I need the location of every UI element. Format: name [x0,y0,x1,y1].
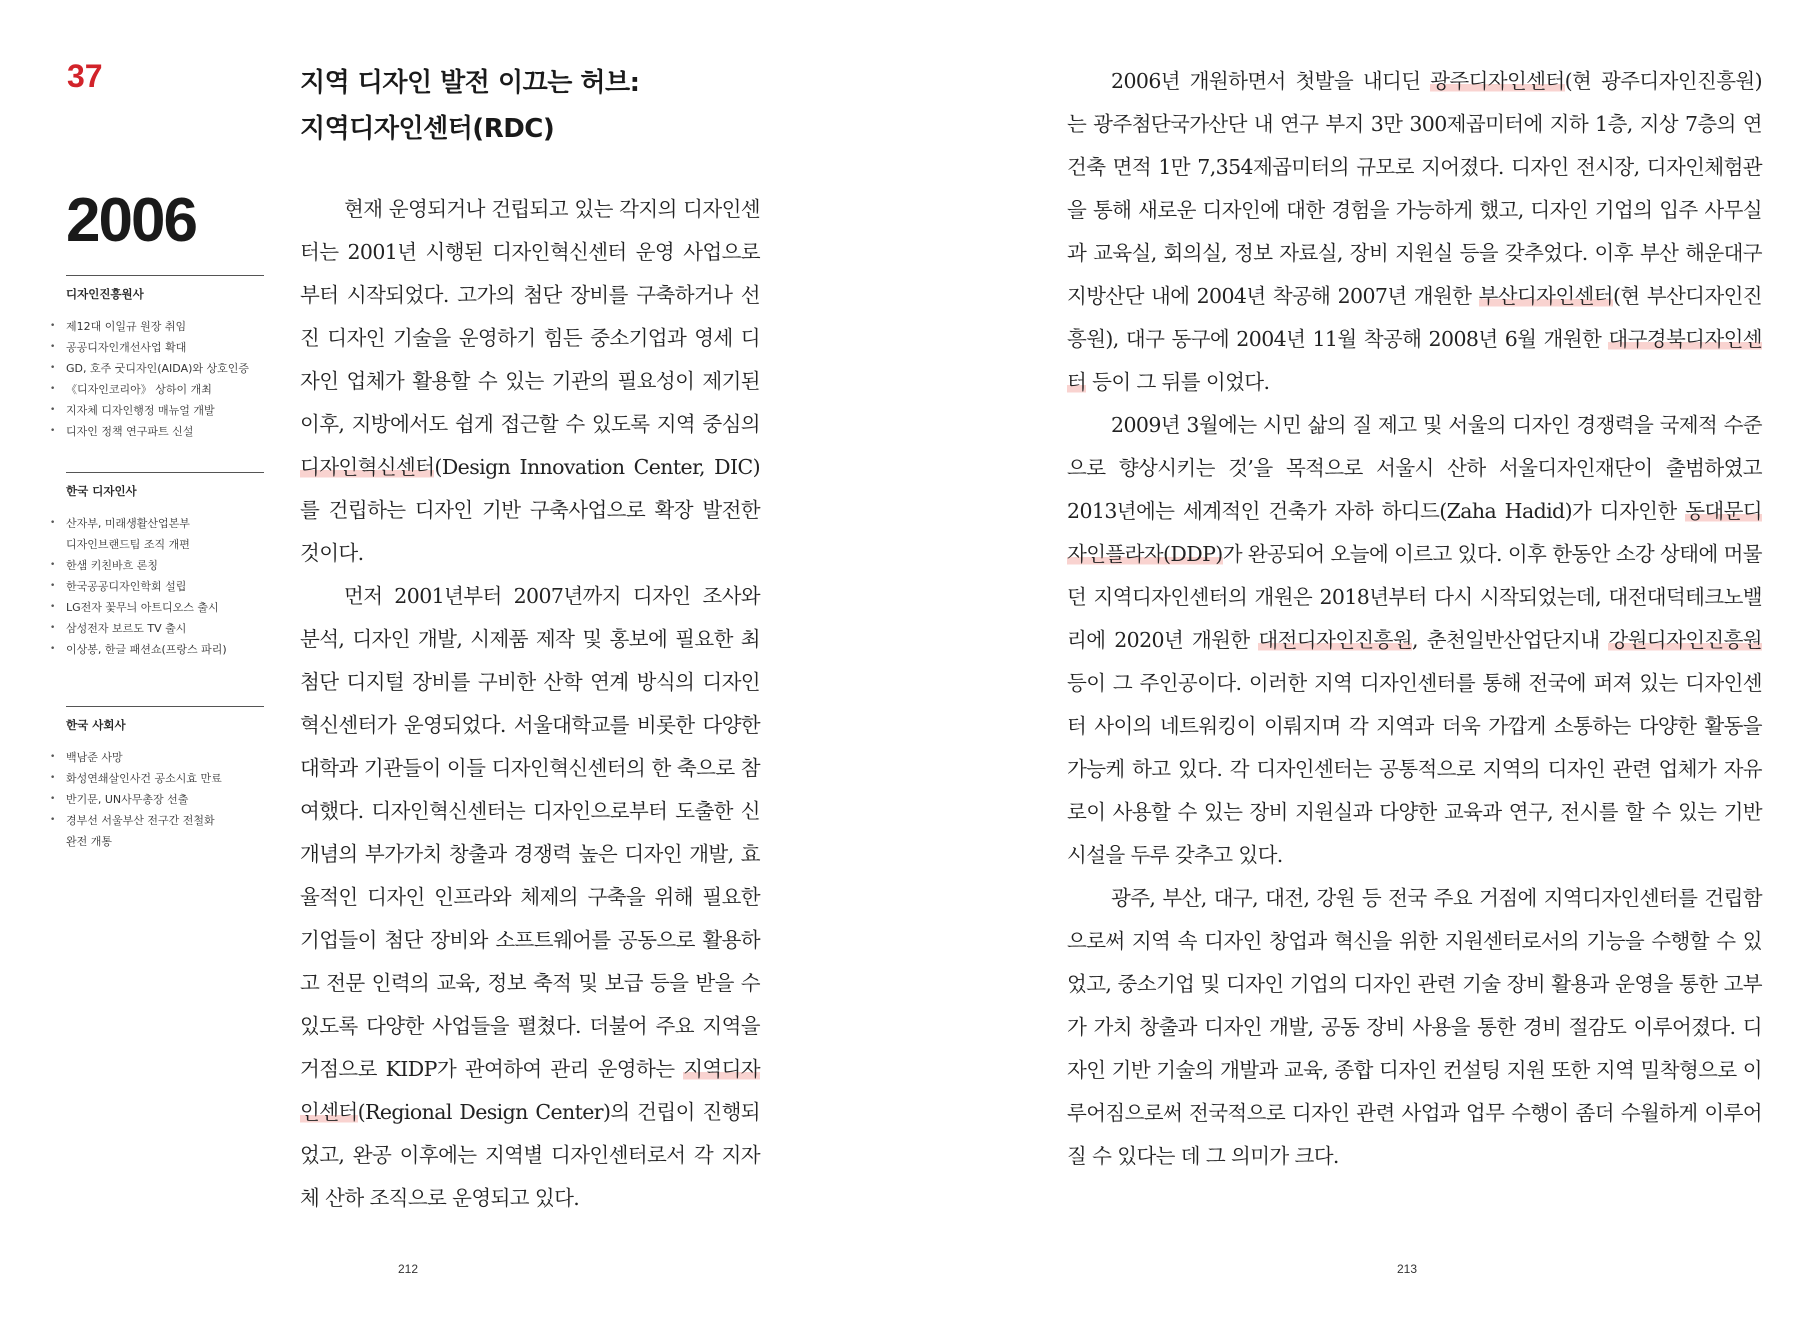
timeline-item-text: • 화성연쇄살인사건 공소시효 만료 [66,772,222,785]
timeline-item-text: • 한국공공디자인학회 설립 [66,580,187,593]
highlighted-term: 지역디자인센터 [300,1057,760,1124]
highlighted-term: 강원디자인진흥원 [1608,628,1763,652]
chapter-title-line1: 지역 디자인 발전 이끄는 허브: [300,68,640,98]
timeline-list [66,747,264,852]
left-page [0,0,900,1326]
year-heading: 2006 [66,186,196,255]
body-text-run: (현 부산디자인진흥원), 대구 동구에 2004년 11월 착공해 2008년 6월 개원한 [1067,284,1762,351]
timeline-item [66,337,264,358]
timeline-item-text: • 지자체 디자인행정 매뉴얼 개발 [66,404,215,417]
body-text-run: 등이 그 뒤를 이었다. [1086,370,1270,394]
timeline-item [66,316,264,337]
timeline-item-text: • 산자부, 미래생활산업본부 [66,517,190,530]
timeline-item [66,576,264,597]
timeline-section-heading: 한국 사회사 [66,718,126,732]
sidebar-section-korea-design [66,472,264,660]
timeline-item-text: • 이상봉, 한글 패션쇼(프랑스 파리) [66,643,227,656]
timeline-list [66,513,264,660]
timeline-item-text: • LG전자 꽃무늬 아트디오스 출시 [66,601,219,614]
highlighted-term: 동대문디자인플라자(DDP) [1067,499,1762,566]
body-paragraph [300,575,760,1220]
right-body-text [1067,60,1762,1178]
timeline-item-text: • 제12대 이일규 원장 취임 [66,320,187,333]
highlighted-term: 대구경북디자인센터 [1067,327,1762,394]
timeline-item [66,379,264,400]
timeline-item-text: 완전 개통 [66,835,113,848]
body-text-run: 먼저 2001년부터 2007년까지 디자인 조사와 분석, 디자인 개발, 시제품 제작 및 홍보에 필요한 최첨단 디지털 장비를 구비한 산학 연계 방식의 디자인혁신센터가 운영되었다. 서울대학교를 비롯한 다양한 대학과 기관들이 이들 디자인혁신센터의 한 축으로 참여했다. 디자인혁신센터는 디자인으로부터 도출한 신개념의 부가가치 창출과 경쟁력 높은 디자인 개발, 효율적인 디자인 인프라와 체제의 구축을 위해 필요한 기업들이 첨단 장비와 소프트웨어를 공동으로 활용하고 전문 인력의 교육, 정보 축적 및 보급 등을 받을 수 있도록 다양한 사업들을 펼쳤다. 더불어 주요 지역을 거점으로 KIDP가 관여하여 관리 운영하는 [300,584,760,1081]
timeline-item-text: • 삼성전자 보르도 TV 출시 [66,622,187,635]
body-text-run: 가 완공되어 오늘에 이르고 있다. 이후 한동안 소강 상태에 머물던 지역디자인센터의 개원은 2018년부터 다시 시작되었는데, 대전대덕테크노밸리에 2020년 개원한 [1067,542,1762,652]
timeline-item [66,768,264,789]
body-text-run: 광주, 부산, 대구, 대전, 강원 등 전국 주요 거점에 지역디자인센터를 건립함으로써 지역 속 디자인 창업과 혁신을 위한 지원센터로서의 기능을 수행할 수 있었고, 중소기업 및 디자인 기업의 디자인 관련 기술 장비 활용과 운영을 통한 고부가 가치 창출과 디자인 개발, 공동 장비 사용을 통한 경비 절감도 이루어졌다. 디자인 기반 기술의 개발과 교육, 종합 디자인 컨설팅 지원 또한 지역 밀착형으로 이루어짐으로써 전국적으로 디자인 관련 사업과 업무 수행이 좀더 수월하게 이루어질 수 있다는 데 그 의미가 크다. [1067,886,1762,1168]
timeline-item-text: • 공공디자인개선사업 확대 [66,341,187,354]
timeline-item-text: • 경부선 서울부산 전구간 전철화 [66,814,215,827]
page-number-left: 212 [398,1262,419,1276]
timeline-section-heading: 한국 디자인사 [66,484,137,498]
timeline-item [66,639,264,660]
timeline-item [66,421,264,442]
highlighted-term: 광주디자인센터 [1430,69,1565,93]
timeline-item [66,358,264,379]
timeline-section [66,275,264,442]
timeline-item [66,810,264,852]
body-text-run: (현 광주디자인진흥원)는 광주첨단국가산단 내 연구 부지 3만 300제곱미터에 지하 1층, 지상 7층의 연건축 면적 1만 7,354제곱미터의 규모로 지어졌다. 디자인 전시장, 디자인체험관을 통해 새로운 디자인에 대한 경험을 가능하게 했고, 디자인 기업의 입주 사무실과 교육실, 회의실, 정보 자료실, 장비 지원실 등을 갖추었다. 이후 부산 해운대구 지방산단 내에 2004년 착공해 2007년 개원한 [1067,69,1762,308]
timeline-item [66,618,264,639]
timeline-section [66,472,264,660]
body-text-run: (Regional Design Center)의 건립이 진행되었고, 완공 이후에는 지역별 디자인센터로서 각 지자체 산하 조직으로 운영되고 있다. [300,1100,760,1210]
timeline-item [66,789,264,810]
sidebar-section-kidp [66,275,264,442]
timeline-item [66,513,264,555]
body-paragraph [1067,877,1762,1178]
highlighted-term: 디자인혁신센터 [300,455,435,479]
chapter-title [300,60,760,152]
chapter-number: 37 [67,58,103,94]
timeline-item-text: • 디자인 정책 연구파트 신설 [66,425,194,438]
left-body-text [300,188,760,1220]
timeline-item [66,597,264,618]
timeline-item-text: • 백남준 사망 [66,751,123,764]
timeline-list [66,316,264,442]
body-text-run: 2009년 3월에는 시민 삶의 질 제고 및 서울의 디자인 경쟁력을 국제적 수준으로 향상시키는 것’을 목적으로 서울시 산하 서울디자인재단이 출범하였고 2013년에는 세계적인 건축가 자하 하디드(Zaha Hadid)가 디자인한 [1067,413,1762,523]
chapter-title-line2: 지역디자인센터(RDC) [300,114,555,144]
highlighted-term: 부산디자인센터 [1478,284,1613,308]
timeline-section-heading: 디자인진흥원사 [66,287,144,301]
timeline-item [66,555,264,576]
body-text-run: (Design Innovation Center, DIC)를 건립하는 디자인 기반 구축사업으로 확장 발전한 것이다. [300,455,760,565]
body-paragraph [300,188,760,575]
timeline-item-text: • 반기문, UN사무총장 선출 [66,793,189,806]
body-text-run: 2006년 개원하면서 첫발을 내디딘 [1111,69,1431,93]
body-text-run: 현재 운영되거나 건립되고 있는 각지의 디자인센터는 2001년 시행된 디자인혁신센터 운영 사업으로부터 시작되었다. 고가의 첨단 장비를 구축하거나 선진 디자인 기술을 운영하기 힘든 중소기업과 영세 디자인 업체가 활용할 수 있는 기관의 필요성이 제기된 이후, 지방에서도 쉽게 접근할 수 있도록 지역 중심의 [300,197,760,436]
timeline-item-text: 디자인브랜드팀 조직 개편 [66,538,190,551]
body-text-run: , 춘천일반산업단지내 [1412,628,1609,652]
sidebar-section-korea-society [66,706,264,852]
timeline-item-text: • 한샘 키친바흐 론칭 [66,559,159,572]
timeline-item [66,400,264,421]
body-text-run: 등이 그 주인공이다. 이러한 지역 디자인센터를 통해 전국에 퍼져 있는 디자인센터 사이의 네트워킹이 이뤄지며 각 지역과 더욱 가깝게 소통하는 다양한 활동을 가능케 하고 있다. 각 디자인센터는 공통적으로 지역의 디자인 관련 업체가 자유로이 사용할 수 있는 장비 지원실과 다양한 교육과 연구, 전시를 할 수 있는 기반 시설을 두루 갖추고 있다. [1067,671,1762,867]
timeline-item [66,747,264,768]
highlighted-term: 대전디자인진흥원 [1258,628,1413,652]
page-number-right: 213 [1397,1262,1418,1276]
timeline-item-text: • GD, 호주 굿디자인(AIDA)와 상호인증 [66,362,250,375]
timeline-section [66,706,264,852]
right-page [900,0,1815,1326]
body-paragraph [1067,60,1762,404]
body-paragraph [1067,404,1762,877]
timeline-item-text: • 《디자인코리아》 상하이 개최 [66,383,212,396]
